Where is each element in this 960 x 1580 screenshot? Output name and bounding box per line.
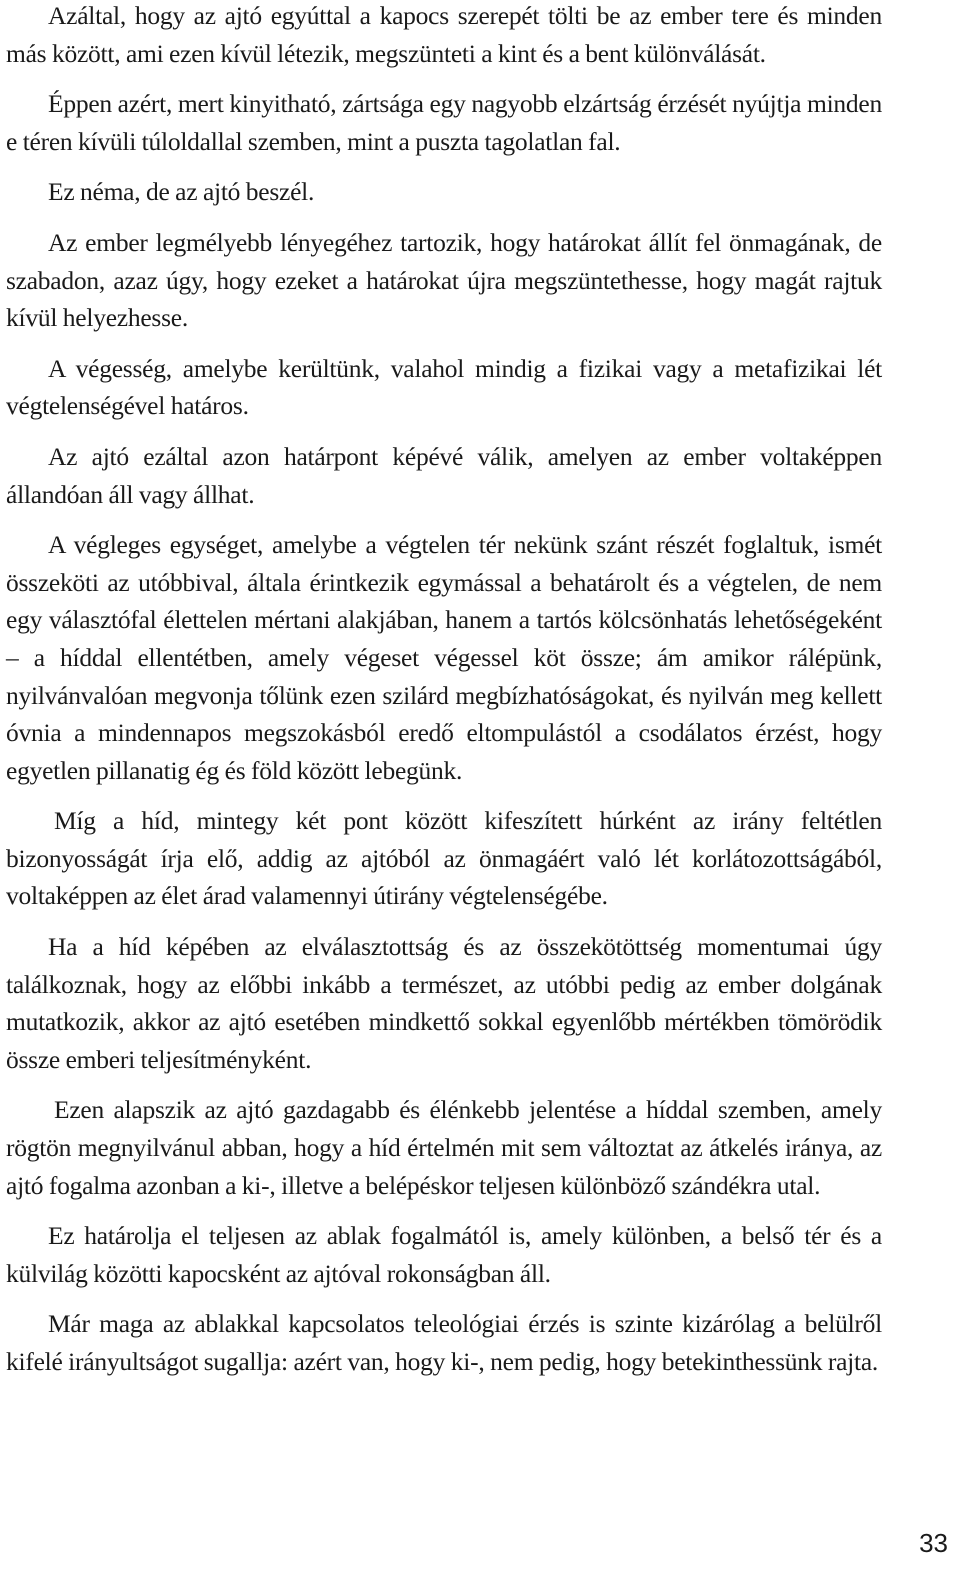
page-number: 33 [919,1528,948,1558]
paragraph-8: Míg a híd, mintegy két pont között kifeszített húrként az irány feltétlen bizonyosságát írja elő, addig az ajtóból az önmagáért való lét korlátozottságából, voltaképpen az élet árad valamennyi útirány végtelenségébe. [6,806,882,911]
paragraph-7: A végleges egységet, amelybe a végtelen tér nekünk szánt részét foglaltuk, ismét összeköti az utóbbival, általa érintkezik egymással a behatárolt és a végtelen, de nem egy választófal élettelen mértani alakjában, hanem a tartós kölcsönhatás lehetőségeként – a híddal ellentétben, amely végeset végessel köt össze; ám amikor rálépünk, nyilvánvalóan megvonja tőlünk ezen szilárd megbízhatóságokat, és nyilván meg kellett óvnia a mindennapos megszokásból eredő eltompulástól a csodálatos érzést, hogy egyetlen pillanatig ég és föld között lebegünk. [6,530,882,785]
paragraph-5: A végesség, amelybe kerültünk, valahol mindig a fizikai vagy a metafizikai lét végtelenségével határos. [6,353,882,421]
paragraph-11: Ez határolja el teljesen az ablak fogalmától is, amely különben, a belső tér és a külvilág közötti kapocsként az ajtóval rokonságban áll. [6,1221,882,1288]
paragraph-4: Az ember legmélyebb lényegéhez tartozik, hogy határokat állít fel önmagának, de szabadon, azaz úgy, hogy ezeket a határokat újra megszüntethesse, hogy magát rajtuk kívül helyezhesse. [6,227,882,333]
paragraph-12: Már maga az ablakkal kapcsolatos teleológiai érzés is szinte kizárólag a belülről kifelé irányultságot sugallja: azért van, hogy ki-, nem pedig, hogy betekinthessünk rajta. [6,1309,882,1376]
paragraph-9: Ha a híd képében az elválasztottság és az összekötöttség momentumai úgy találkoznak, hogy az előbbi inkább a természet, az utóbbi pedig az ember dolgának mutatkozik, akkor az ajtó esetében mindkettő sokkal egyenlőbb mértékben tömörödik össze emberi teljesítményként. [6,932,882,1074]
paragraph-1: Azáltal, hogy az ajtó egyúttal a kapocs szerepét tölti be az ember tere és minden más között, ami ezen kívül létezik, megszünteti a kint és a bent különválását. [6,1,882,68]
paragraph-10: Ezen alapszik az ajtó gazdagabb és élénkebb jelentése a híddal szemben, amely rögtön megnyilvánul abban, hogy a híd értelmén mit sem változtat az átkelés iránya, az ajtó fogalma azonban a ki-, illetve a belépéskor teljesen különböző szándékra utal. [6,1095,882,1200]
page-body [6,0,882,1394]
paragraph-2: Éppen azért, mert kinyitható, zártsága egy nagyobb elzártság érzését nyújtja minden e téren kívüli túloldallal szemben, mint a puszta tagolatlan fal. [6,89,882,156]
paragraph-3: Ez néma, de az ajtó beszél. [48,177,315,207]
paragraph-6: Az ajtó ezáltal azon határpont képévé válik, amelyen az ember voltaképpen állandóan áll vagy állhat. [6,441,882,509]
